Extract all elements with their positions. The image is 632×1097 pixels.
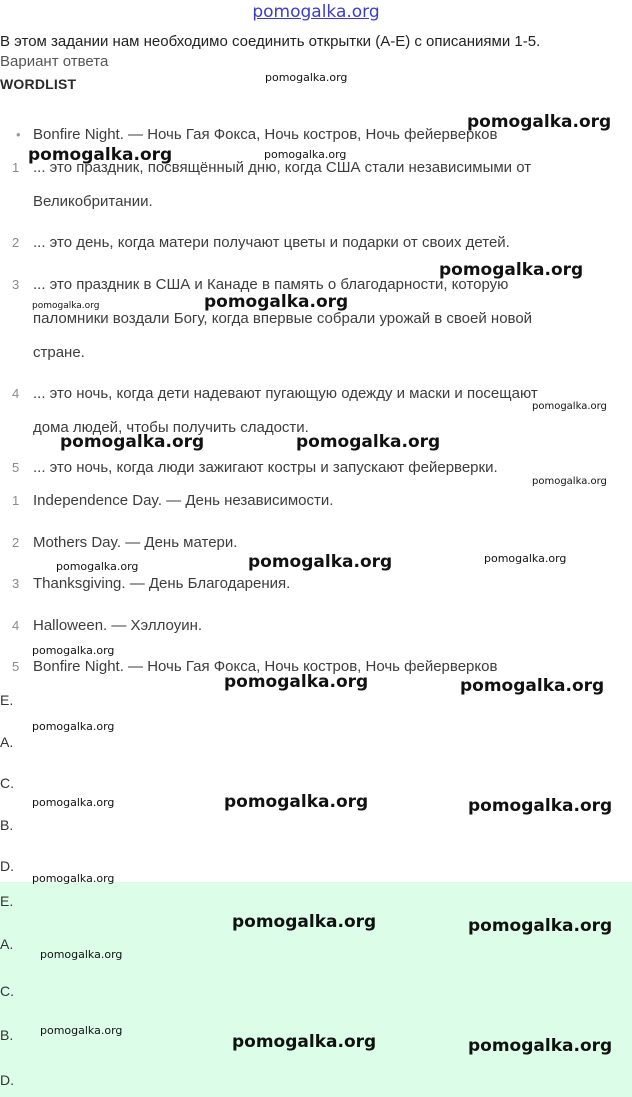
watermark: pomogalka.org bbox=[32, 720, 115, 733]
watermark: pomogalka.org bbox=[248, 552, 393, 572]
description-text bbox=[33, 451, 498, 485]
answer-letter: D. bbox=[0, 1072, 14, 1088]
description-text bbox=[33, 268, 532, 370]
watermark: pomogalka.org bbox=[468, 796, 613, 816]
bullet-item-text: Bonfire Night. — Ночь Гая Фокса, Ночь костров, Ночь фейерверков bbox=[33, 126, 498, 143]
watermark: pomogalka.org bbox=[224, 672, 369, 692]
holiday-text: Halloween. — Хэллоуин. bbox=[33, 617, 203, 634]
description-line: паломники воздали Богу, когда впервые собрали урожай в своей новой bbox=[33, 310, 533, 327]
holiday-text: Bonfire Night. — Ночь Гая Фокса, Ночь костров, Ночь фейерверков bbox=[33, 658, 498, 675]
watermark: pomogalka.org bbox=[532, 476, 607, 487]
item-number: 1 bbox=[12, 493, 20, 508]
wordlist-heading: WORDLIST bbox=[0, 76, 77, 92]
watermark: pomogalka.org bbox=[439, 260, 584, 280]
answer-letter: C. bbox=[0, 775, 14, 791]
watermark: pomogalka.org bbox=[32, 644, 115, 657]
watermark: pomogalka.org bbox=[40, 1024, 123, 1037]
item-number: 2 bbox=[12, 235, 20, 250]
answer-letter: A. bbox=[0, 734, 14, 750]
watermark: pomogalka.org bbox=[265, 71, 348, 84]
item-number: 4 bbox=[12, 386, 20, 401]
description-line: ... это ночь, когда люди зажигают костры и запускают фейерверки. bbox=[33, 459, 498, 476]
answer-letter: D. bbox=[0, 858, 14, 874]
watermark: pomogalka.org bbox=[232, 912, 377, 932]
answer-letter: B. bbox=[0, 1027, 14, 1043]
holiday-text: Independence Day. — День независимости. bbox=[33, 492, 334, 509]
watermark: pomogalka.org bbox=[232, 1032, 377, 1052]
description-line: дома людей, чтобы получить сладости. bbox=[33, 419, 309, 436]
watermark: pomogalka.org bbox=[32, 872, 115, 885]
item-number: 1 bbox=[12, 160, 20, 175]
answer-letter: E. bbox=[0, 692, 14, 708]
cut-off-heading bbox=[0, 53, 130, 70]
answer-letter: C. bbox=[0, 983, 14, 999]
description-line: ... это день, когда матери получают цветы и подарки от своих детей. bbox=[33, 234, 510, 251]
bullet-dot: • bbox=[16, 127, 21, 142]
description-line: ... это ночь, когда дети надевают пугающую одежду и маски и посещают bbox=[33, 385, 538, 402]
watermark: pomogalka.org bbox=[56, 560, 139, 573]
item-number: 3 bbox=[12, 576, 20, 591]
watermark: pomogalka.org bbox=[204, 292, 349, 312]
watermark: pomogalka.org bbox=[532, 401, 607, 412]
cut-off-text: Вариант ответа bbox=[0, 53, 109, 70]
watermark: pomogalka.org bbox=[468, 1036, 613, 1056]
description-line: стране. bbox=[33, 344, 85, 361]
description-line: ... это праздник, посвящённый дню, когда США стали независимыми от bbox=[33, 159, 532, 176]
watermark: pomogalka.org bbox=[224, 792, 369, 812]
holiday-text: Mothers Day. — День матери. bbox=[33, 534, 238, 551]
intro-text: В этом задании нам необходимо соединить открытки (A-E) с описаниями 1-5. bbox=[0, 33, 541, 50]
item-number: 4 bbox=[12, 618, 20, 633]
answer-letter: B. bbox=[0, 817, 14, 833]
description-line: ... это праздник в США и Канаде в память о благодарности, которую bbox=[33, 276, 509, 293]
site-title-link[interactable]: pomogalka.org bbox=[252, 2, 380, 22]
watermark: pomogalka.org bbox=[264, 148, 347, 161]
watermark: pomogalka.org bbox=[468, 916, 613, 936]
item-number: 5 bbox=[12, 659, 20, 674]
watermark: pomogalka.org bbox=[28, 145, 173, 165]
description-text bbox=[33, 226, 510, 260]
watermark: pomogalka.org bbox=[32, 301, 100, 311]
item-number: 3 bbox=[12, 277, 20, 292]
description-line: Великобритании. bbox=[33, 193, 153, 210]
watermark: pomogalka.org bbox=[467, 112, 612, 132]
watermark: pomogalka.org bbox=[296, 432, 441, 452]
watermark: pomogalka.org bbox=[484, 552, 567, 565]
holiday-text: Thanksgiving. — День Благодарения. bbox=[33, 575, 291, 592]
answer-letter: E. bbox=[0, 893, 14, 909]
item-number: 5 bbox=[12, 460, 20, 475]
answer-letter: A. bbox=[0, 936, 14, 952]
watermark: pomogalka.org bbox=[40, 948, 123, 961]
watermark: pomogalka.org bbox=[32, 796, 115, 809]
item-number: 2 bbox=[12, 535, 20, 550]
watermark: pomogalka.org bbox=[460, 676, 605, 696]
watermark: pomogalka.org bbox=[60, 432, 205, 452]
